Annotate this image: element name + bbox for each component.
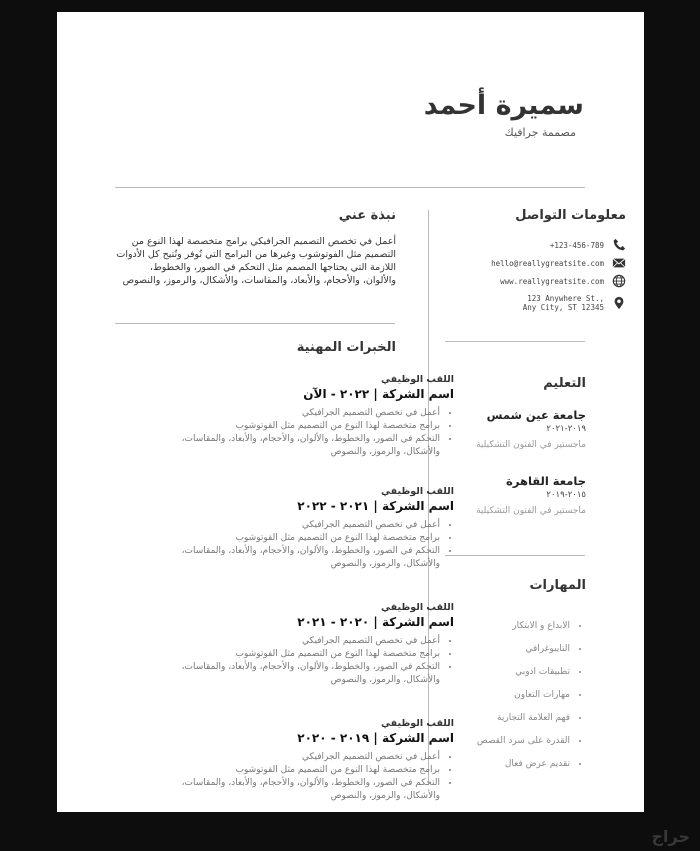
job-bullets — [174, 407, 454, 459]
experience-heading: الخبرات المهنية — [296, 340, 396, 355]
location-pin-icon — [612, 296, 626, 310]
job-company-dates: اسم الشركة | ٢٠٢٢ - الآن — [303, 387, 454, 401]
job-entry — [174, 374, 454, 459]
skill-item: • القدرة على سرد القصص — [414, 730, 570, 753]
education-heading: التعليم — [543, 376, 586, 391]
job-bullet: • التحكم في الصور، والخطوط، والألوان، والأحجام، والأبعاد، والمقاسات، والأشكال، والرموز، والنصوص — [174, 545, 440, 571]
job-bullet: • برامج متخصصة لهذا النوع من التصميم مثل الفوتوشوب — [174, 764, 440, 777]
contact-phone[interactable]: +123-456-789 — [476, 236, 626, 254]
contact-address: 123 Anywhere St., Any City, ST 12345 — [476, 290, 626, 316]
job-entry — [174, 486, 454, 571]
education-divider — [445, 555, 585, 556]
contact-email[interactable]: hello@reallygreatsite.com — [476, 254, 626, 272]
about-section — [114, 208, 396, 287]
skills-list — [414, 615, 584, 776]
about-divider — [115, 323, 395, 324]
job-entry — [174, 602, 454, 687]
education-item: جامعة عين شمس ٢٠١٩-٢٠٢١ ماجستير في الفنون التشكيلية — [476, 408, 586, 450]
job-bullet: • التحكم في الصور، والخطوط، والألوان، والأحجام، والأبعاد، والمقاسات، والأشكال، والرموز، والنصوص — [174, 777, 440, 803]
skill-item: • فهم العلامة التجارية — [414, 707, 570, 730]
job-entry — [174, 718, 454, 803]
education-item: جامعة القاهرة ٢٠١٥-٢٠١٩ ماجستير في الفنون التشكيلية — [476, 474, 586, 516]
job-bullet: • أعمل في تخصص التصميم الجرافيكي — [174, 407, 440, 420]
phone-icon — [612, 238, 626, 252]
skill-item: • الابداع و الابتكار — [414, 615, 570, 638]
contact-heading: معلومات التواصل — [515, 208, 626, 223]
job-company-dates: اسم الشركة | ٢٠٢١ - ٢٠٢٢ — [297, 499, 454, 513]
job-bullet: • التحكم في الصور، والخطوط، والألوان، والأحجام، والأبعاد، والمقاسات، والأشكال، والرموز، والنصوص — [174, 661, 440, 687]
contact-list — [476, 236, 626, 316]
skill-item: • مهارات التعاون — [414, 684, 570, 707]
watermark-logo: حراج — [651, 827, 690, 846]
job-bullet: • أعمل في تخصص التصميم الجرافيكي — [174, 635, 440, 648]
job-bullets — [174, 519, 454, 571]
job-bullet: • برامج متخصصة لهذا النوع من التصميم مثل الفوتوشوب — [174, 648, 440, 661]
skill-item: • تطبيقات ادوبي — [414, 661, 570, 684]
about-text: أعمل في تخصص التصميم الجرافيكي برامج متخصصة لهذا النوع من التصميم مثل الفوتوشوب وغيرها من البرامج التي تُوفر وتُتيح كل الأدوات اللازمة التي يحتاجها المصمم مثل التحكم في الصور، والخطوط، والألوان، والأحجام، والأبعاد، والمقاسات، والأشكال، والرموز، والنصوص — [116, 236, 396, 286]
skill-item: • التايبوغرافي — [414, 638, 570, 661]
about-heading: نبذة عني — [338, 208, 396, 223]
job-company-dates: اسم الشركة | ٢٠٢٠ - ٢٠٢١ — [297, 615, 454, 629]
job-bullet: • أعمل في تخصص التصميم الجرافيكي — [174, 751, 440, 764]
job-bullets — [174, 635, 454, 687]
job-role: اللقب الوظيفي — [381, 486, 454, 497]
job-bullet: • أعمل في تخصص التصميم الجرافيكي — [174, 519, 440, 532]
resume-page — [57, 12, 644, 812]
candidate-name: سميرة أحمد — [423, 90, 584, 121]
globe-icon — [612, 274, 626, 288]
job-company-dates: اسم الشركة | ٢٠١٩ - ٢٠٢٠ — [297, 731, 454, 745]
job-bullet: • التحكم في الصور، والخطوط، والألوان، والأحجام، والأبعاد، والمقاسات، والأشكال، والرموز، والنصوص — [174, 433, 440, 459]
skills-heading: المهارات — [529, 578, 586, 593]
job-role: اللقب الوظيفي — [381, 374, 454, 385]
job-bullet: • برامج متخصصة لهذا النوع من التصميم مثل الفوتوشوب — [174, 532, 440, 545]
job-bullets — [174, 751, 454, 803]
contact-divider — [445, 341, 585, 342]
job-role: اللقب الوظيفي — [381, 602, 454, 613]
envelope-icon — [612, 256, 626, 270]
contact-website[interactable]: www.reallygreatsite.com — [476, 272, 626, 290]
job-title: مصممة جرافيك — [504, 126, 576, 139]
skill-item: • تقديم عرض فعال — [414, 753, 570, 776]
job-role: اللقب الوظيفي — [381, 718, 454, 729]
job-bullet: • برامج متخصصة لهذا النوع من التصميم مثل الفوتوشوب — [174, 420, 440, 433]
header-divider — [115, 187, 585, 188]
